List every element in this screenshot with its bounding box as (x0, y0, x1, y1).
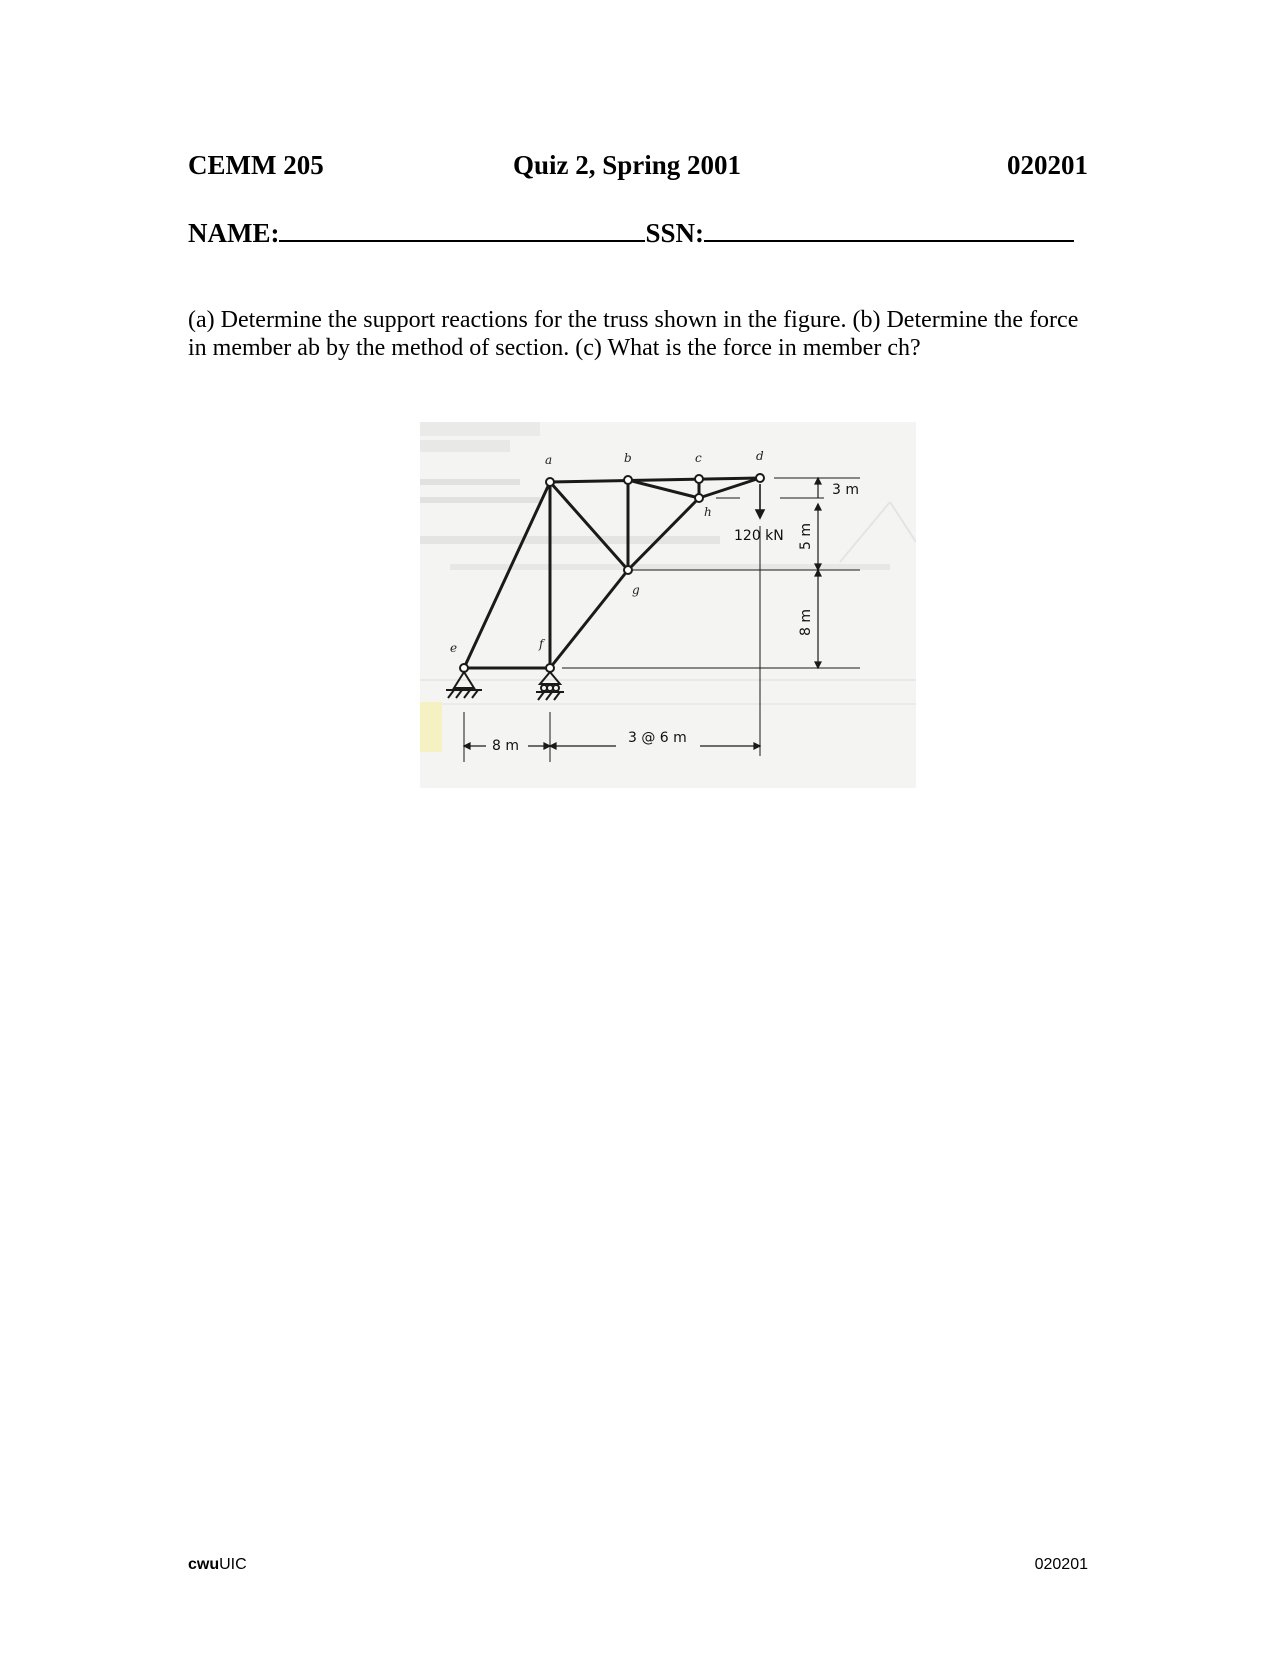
dim-8m-horizontal: 8 m (492, 738, 519, 754)
node-label-b: b (624, 451, 632, 465)
joint-c (695, 475, 703, 483)
node-label-c: c (695, 451, 702, 465)
joint-d (756, 474, 764, 482)
joint-g (624, 566, 632, 574)
joint-h (695, 494, 703, 502)
joint-b (624, 476, 632, 484)
dim-3m: 3 m (832, 482, 859, 498)
course-code: CEMM 205 (188, 150, 324, 180)
ssn-label: SSN: (645, 218, 705, 248)
dim-spans: 3 @ 6 m (628, 730, 687, 746)
node-label-g: g (632, 583, 640, 597)
name-blank[interactable] (279, 216, 645, 242)
dim-8m-vertical: 8 m (798, 609, 814, 636)
joint-a (546, 478, 554, 486)
document-code: 020201 (1007, 150, 1088, 180)
node-label-a: a (545, 453, 553, 467)
node-label-e: e (450, 641, 458, 655)
question-text: (a) Determine the support reactions for the truss shown in the figure. (b) Determine the force in member ab by the method of section. (c) What is the force in member ch? (188, 307, 1079, 361)
footer-brand (188, 1556, 247, 1574)
footer-brand-bold: cwu (188, 1556, 220, 1573)
footer-code: 020201 (1034, 1556, 1088, 1573)
footer-brand-rest: UIC (219, 1556, 247, 1573)
truss-figure (420, 422, 916, 788)
name-ssn-row (188, 216, 1074, 249)
quiz-title: Quiz 2, Spring 2001 (513, 150, 742, 180)
node-label-d: d (756, 449, 764, 463)
ssn-blank[interactable] (704, 216, 1074, 242)
load-label: 120 kN (734, 528, 784, 544)
dim-5m: 5 m (798, 523, 814, 550)
name-label: NAME: (188, 218, 280, 248)
node-label-h: h (704, 505, 712, 519)
node-label-f: f (539, 637, 544, 651)
